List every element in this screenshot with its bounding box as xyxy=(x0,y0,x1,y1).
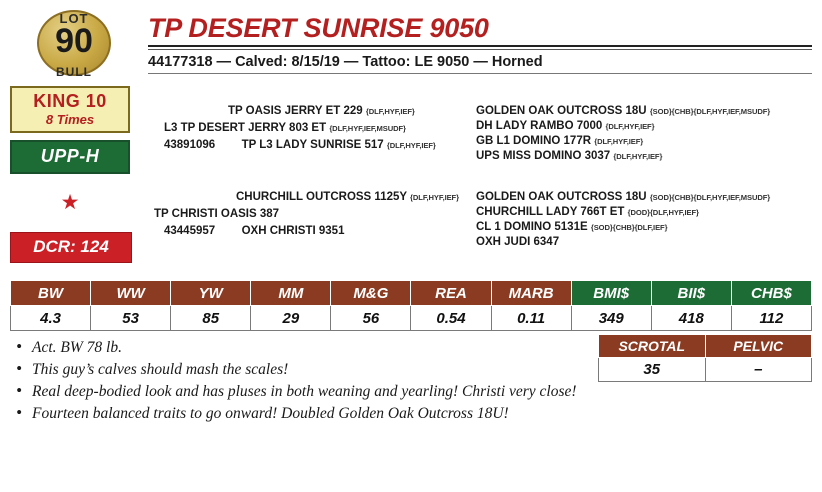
epd-header-bii: BII$ xyxy=(651,281,731,306)
dam-gp-3-name: OXH JUDI 6347 xyxy=(476,236,560,248)
measurements-table xyxy=(598,334,812,382)
epd-header-ww: WW xyxy=(91,281,171,306)
epd-header-marb: MARB xyxy=(491,281,571,306)
sire-genes: {DLF,HYF,IEF,MSUDF} xyxy=(329,124,406,133)
epd-header-bw: BW xyxy=(11,281,91,306)
dam-gp-2-name: CL 1 DOMINO 5131E xyxy=(476,221,588,233)
list-item: • This guy’s calves should mash the scales! xyxy=(14,359,594,380)
epd-value-mm: 29 xyxy=(251,306,331,331)
sire-row xyxy=(164,121,406,136)
dam-gp-2-genes: {SOD}{CHB}{DLF,IEF} xyxy=(590,223,668,232)
sire-gp-2-genes: {DLF,HYF,IEF} xyxy=(594,137,644,146)
sire-gp-2-name: GB L1 DOMINO 177R xyxy=(476,135,592,147)
epd-value-chb: 112 xyxy=(731,306,811,331)
epd-header-rea: REA xyxy=(411,281,491,306)
sire-gp-0-name: GOLDEN OAK OUTCROSS 18U xyxy=(476,105,647,117)
dam-gp-0-name: GOLDEN OAK OUTCROSS 18U xyxy=(476,191,647,203)
star-marker xyxy=(10,192,130,214)
epd-value-marb: 0.11 xyxy=(491,306,571,331)
measurements-header-row xyxy=(599,335,812,358)
measurements-value-scrotal: 35 xyxy=(599,358,706,382)
epd-value-ww: 53 xyxy=(91,306,171,331)
king-badge-subtitle: 8 Times xyxy=(45,112,95,127)
lot-number: 90 xyxy=(55,22,93,60)
dam-sire-genes: {DLF,HYF,IEF} xyxy=(410,193,459,202)
lot-badge xyxy=(15,8,133,80)
sire-sire-genes: {DLF,HYF,IEF} xyxy=(365,107,415,116)
page-title: TP DESERT SUNRISE 9050 xyxy=(148,13,489,43)
epd-value-bw: 4.3 xyxy=(11,306,91,331)
sire-gp-1-name: DH LADY RAMBO 7000 xyxy=(476,120,603,132)
sire-gp-3-name: UPS MISS DOMINO 3037 xyxy=(476,150,611,162)
sire-grandparents xyxy=(476,104,770,164)
animal-header xyxy=(148,14,812,74)
sire-registration: 43891096 xyxy=(164,139,216,151)
dam-dam-name: OXH CHRISTI 9351 xyxy=(241,225,345,237)
dam-gp-1-name: CHURCHILL LADY 766T ET xyxy=(476,206,625,218)
sire-gp-1-genes: {DLF,HYF,IEF} xyxy=(605,122,655,131)
epd-value-row xyxy=(11,306,812,331)
dam-grandparents xyxy=(476,190,770,250)
dam-gp-0-genes: {SOD}{CHB}{DLF,HYF,IEF,MSUDF} xyxy=(649,193,771,202)
list-item: • Act. BW 78 lb. xyxy=(14,337,594,358)
king-badge xyxy=(10,86,130,133)
measurements-table-container xyxy=(598,334,812,382)
sire-dam-name: TP L3 LADY SUNRISE 517 xyxy=(241,139,384,151)
dam-reg-row xyxy=(164,224,344,239)
epd-header-bmi: BMI$ xyxy=(571,281,651,306)
dam-sire-row xyxy=(236,190,459,205)
dam-name: TP CHRISTI OASIS 387 xyxy=(154,208,280,220)
dcr-badge xyxy=(10,232,132,263)
measurements-value-pelvic: – xyxy=(705,358,812,382)
sire-sire-row xyxy=(228,104,415,119)
epd-header-mg: M&G xyxy=(331,281,411,306)
epd-header-mm: MM xyxy=(251,281,331,306)
epd-table-container xyxy=(10,280,812,331)
list-item: • Real deep-bodied look and has pluses in both weaning and yearling! Christi very close! xyxy=(14,381,594,402)
upph-badge-label: UPP-H xyxy=(40,146,100,166)
sire-dam-genes: {DLF,HYF,IEF} xyxy=(386,141,436,150)
lot-word-label: LOT xyxy=(59,11,89,26)
king-badge-title: KING 10 xyxy=(33,91,107,111)
dcr-badge-label: DCR: 124 xyxy=(33,237,109,256)
measurements-header-pelvic: PELVIC xyxy=(705,335,812,358)
list-item: • Fourteen balanced traits to go onward! Doubled Golden Oak Outcross 18U! xyxy=(14,403,594,424)
epd-header-yw: YW xyxy=(171,281,251,306)
sire-name: L3 TP DESERT JERRY 803 ET xyxy=(164,122,327,134)
dam-gp-1-genes: {DOD}{DLF,HYF,IEF} xyxy=(627,208,699,217)
epd-value-rea: 0.54 xyxy=(411,306,491,331)
lot-sub-label: BULL xyxy=(56,65,92,79)
header-rule-bottom xyxy=(148,73,812,74)
notes-list xyxy=(14,337,594,424)
upph-badge xyxy=(10,140,130,174)
pedigree-chart xyxy=(148,100,812,270)
notes-section xyxy=(14,337,594,425)
animal-subtitle: 44177318 — Calved: 8/15/19 — Tattoo: LE 9050 — Horned xyxy=(148,54,543,71)
dam-row xyxy=(154,207,279,222)
epd-value-yw: 85 xyxy=(171,306,251,331)
epd-header-row xyxy=(11,281,812,306)
sire-gp-0-genes: {SOD}{CHB}{DLF,HYF,IEF,MSUDF} xyxy=(649,107,771,116)
star-icon: ★ xyxy=(60,191,80,214)
dam-sire-name: CHURCHILL OUTCROSS 1125Y xyxy=(236,191,407,203)
epd-table xyxy=(10,280,812,331)
sire-gp-3-genes: {DLF,HYF,IEF} xyxy=(613,152,663,161)
epd-value-bii: 418 xyxy=(651,306,731,331)
header-rule-thick xyxy=(148,45,812,47)
epd-value-mg: 56 xyxy=(331,306,411,331)
epd-value-bmi: 349 xyxy=(571,306,651,331)
sire-reg-row xyxy=(164,138,436,153)
dam-registration: 43445957 xyxy=(164,225,216,237)
measurements-value-row xyxy=(599,358,812,382)
epd-header-chb: CHB$ xyxy=(731,281,811,306)
measurements-header-scrotal: SCROTAL xyxy=(599,335,706,358)
left-badge-column xyxy=(10,8,138,263)
sire-sire-name: TP OASIS JERRY ET 229 xyxy=(228,105,363,117)
